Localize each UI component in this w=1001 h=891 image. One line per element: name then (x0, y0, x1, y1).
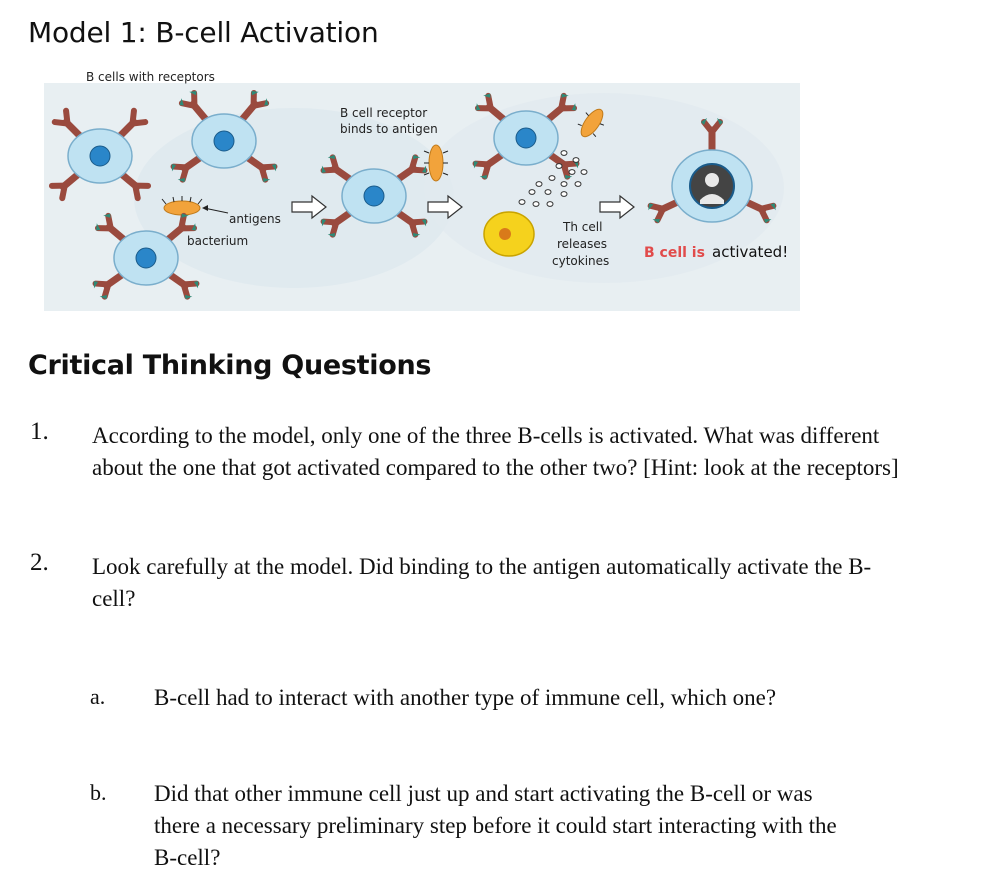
label-receptor-binds-line2: binds to antigen (340, 122, 438, 136)
label-b-cells: B cells with receptors (86, 70, 215, 84)
b-cell-activation-figure (44, 68, 804, 313)
section-title: Critical Thinking Questions (28, 350, 432, 381)
label-activated-line2: activated! (712, 243, 789, 261)
subquestion-b-line3: B-cell? (154, 845, 221, 870)
question-1-number: 1. (30, 418, 49, 445)
label-antigens: antigens (229, 212, 281, 226)
label-th-cell-line1: Th cell (563, 220, 603, 234)
label-th-cell-line3: cytokines (552, 254, 610, 268)
subquestion-b-line2: there a necessary preliminary step before it could start interacting with the (154, 813, 837, 838)
subquestion-b-letter: b. (90, 780, 107, 805)
subquestion-a-letter: a. (90, 684, 106, 709)
subquestion-b-line1: Did that other immune cell just up and start activating the B-cell or was (154, 781, 813, 806)
page-title: Model 1: B-cell Activation (28, 16, 379, 49)
question-1-line1: According to the model, only one of the three B-cells is activated. What was different (92, 423, 880, 448)
label-bacterium: bacterium (187, 234, 249, 248)
label-activated-line1: B cell is (644, 245, 705, 261)
label-receptor-binds-line1: B cell receptor (340, 106, 428, 120)
label-th-cell-line2: releases (557, 237, 608, 251)
question-2-number: 2. (30, 549, 49, 576)
question-1-line2: about the one that got activated compared to the other two? [Hint: look at the receptors] (92, 455, 899, 480)
question-2-line2: cell? (92, 586, 136, 611)
question-2-line1: Look carefully at the model. Did binding to the antigen automatically activate the B- (92, 554, 872, 579)
subquestion-a-line1: B-cell had to interact with another type of immune cell, which one? (154, 685, 777, 710)
figure-svg (44, 68, 804, 313)
th-cell-icon (484, 212, 534, 256)
